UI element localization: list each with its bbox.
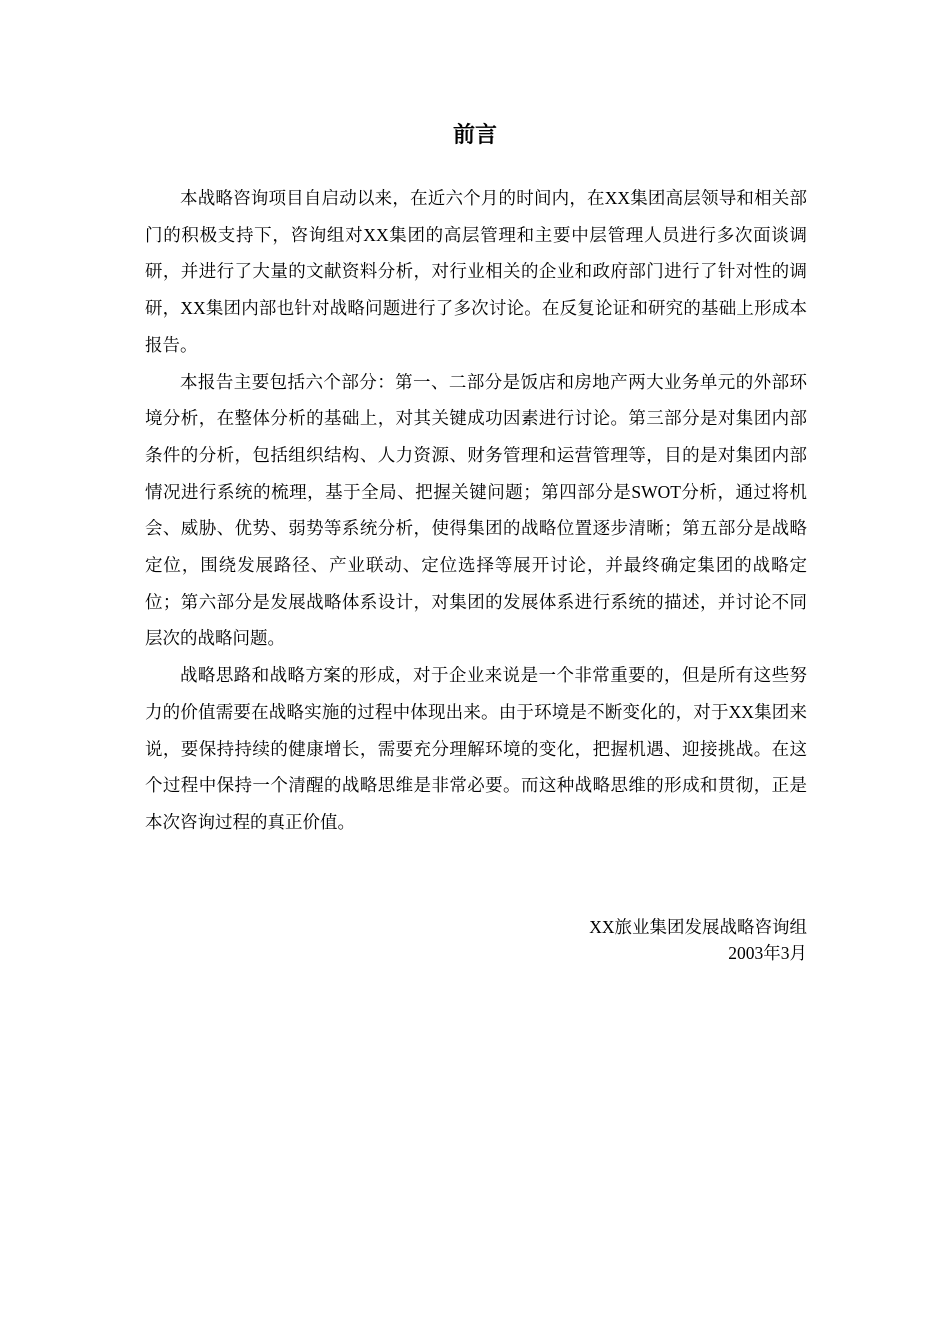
paragraph-3: 战略思路和战略方案的形成，对于企业来说是一个非常重要的，但是所有这些努力的价值需要在战略实施的过程中体现出来。由于环境是不断变化的，对于XX集团来说，要保持持续的健康增长，需要充分理解环境的变化，把握机遇、迎接挑战。在这个过程中保持一个清醒的战略思维是非常必要。而这种战略思维的形成和贯彻，正是本次咨询过程的真正价值。 (145, 665, 807, 832)
paragraph-1: 本战略咨询项目自启动以来，在近六个月的时间内，在XX集团高层领导和相关部门的积极支持下，咨询组对XX集团的高层管理和主要中层管理人员进行多次面谈调研，并进行了大量的文献资料分析，对行业相关的企业和政府部门进行了针对性的调研，XX集团内部也针对战略问题进行了多次讨论。在反复论证和研究的基础上形成本报告。 (145, 188, 807, 355)
paragraph-2: 本报告主要包括六个部分：第一、二部分是饭店和房地产两大业务单元的外部环境分析，在整体分析的基础上，对其关键成功因素进行讨论。第三部分是对集团内部条件的分析，包括组织结构、人力资源、财务管理和运营管理等，目的是对集团内部情况进行系统的梳理，基于全局、把握关键问题；第四部分是SWOT分析，通过将机会、威胁、优势、弱势等系统分析，使得集团的战略位置逐步清晰；第五部分是战略定位，围绕发展路径、产业联动、定位选择等展开讨论，并最终确定集团的战略定位；第六部分是发展战略体系设计，对集团的发展体系进行系统的描述，并讨论不同层次的战略问题。 (145, 371, 807, 649)
signature-organization: XX旅业集团发展战略咨询组 (589, 917, 807, 937)
document-body (145, 180, 807, 841)
signature-date: 2003年3月 (728, 943, 807, 963)
page-title: 前言 (452, 123, 497, 148)
signature-block (145, 914, 807, 966)
